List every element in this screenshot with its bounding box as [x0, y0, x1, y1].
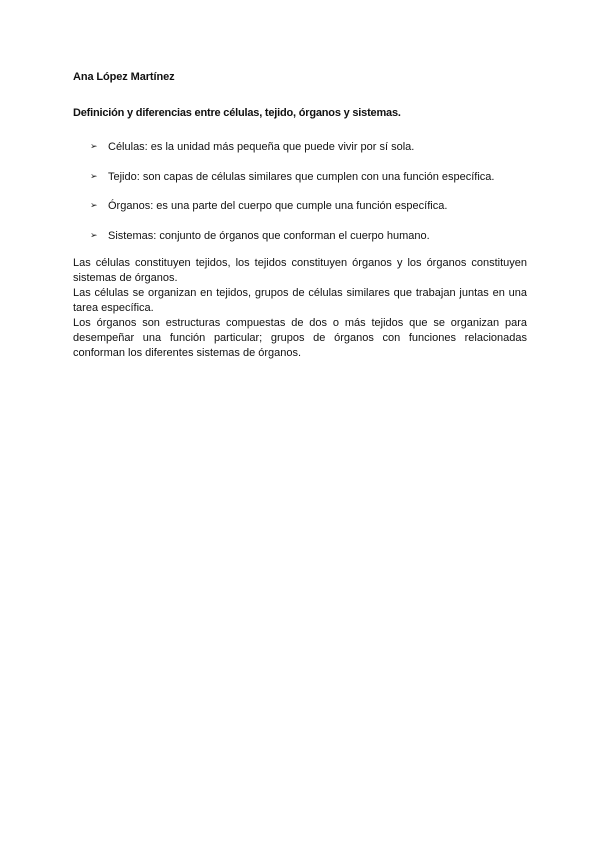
paragraph: Las células constituyen tejidos, los tejidos constituyen órganos y los órganos constituyen sistemas de órganos. [73, 257, 527, 284]
arrow-bullet-icon: ➢ [90, 201, 98, 211]
paragraph: Las células se organizan en tejidos, grupos de células similares que trabajan juntas en una tarea específica. [73, 287, 527, 314]
arrow-bullet-icon: ➢ [90, 171, 98, 182]
document-heading: Definición y diferencias entre células, tejido, órganos y sistemas. [73, 107, 401, 119]
paragraph: Los órganos son estructuras compuestas de dos o más tejidos que se organizan para desempeñar una función particular; grupos de órganos con funciones relacionadas conforman los diferentes sistemas de órganos. [73, 317, 527, 359]
list-item [90, 229, 530, 259]
arrow-bullet-icon: ➢ [90, 230, 98, 241]
list-item-text: Células: es la unidad más pequeña que puede vivir por sí sola. [108, 141, 415, 153]
list-item-text: Tejido: son capas de células similares que cumplen con una función específica. [108, 170, 495, 183]
list-item-text: Sistemas: conjunto de órganos que conforman el cuerpo humano. [108, 229, 430, 242]
definitions-list [90, 140, 530, 258]
list-item-text: Órganos: es una parte del cuerpo que cumple una función específica. [108, 200, 448, 212]
body-text [73, 256, 527, 361]
arrow-bullet-icon: ➢ [90, 142, 98, 152]
list-item [90, 170, 530, 200]
author-name: Ana López Martínez [73, 71, 175, 83]
list-item [90, 199, 530, 229]
list-item [90, 140, 530, 170]
